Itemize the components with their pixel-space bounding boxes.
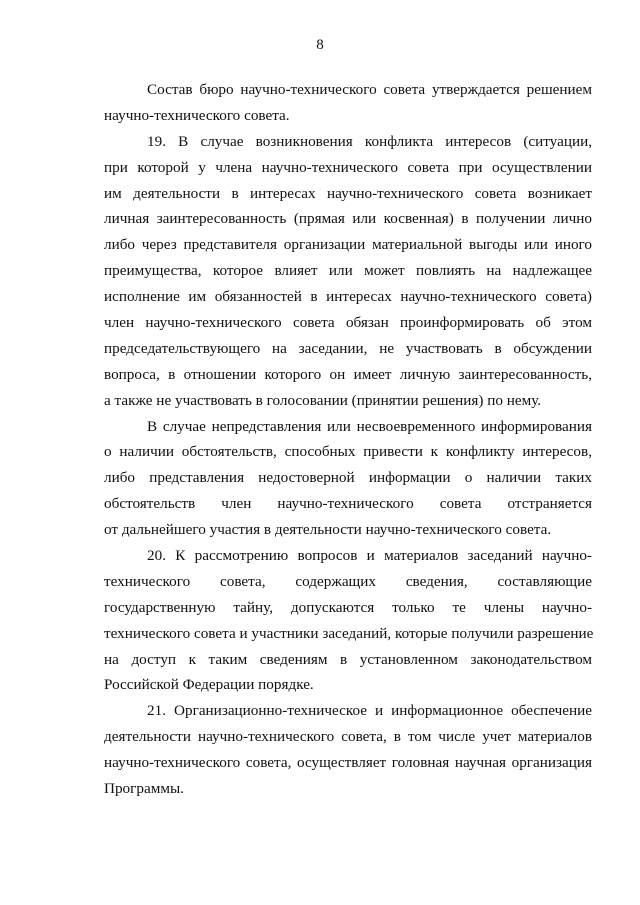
text-line: Российской Федерации порядке. bbox=[104, 676, 314, 694]
text-line: обстоятельств член научно-технического совета отстраняется bbox=[104, 495, 592, 513]
text-line: член научно-технического совета обязан проинформировать об этом bbox=[104, 314, 592, 332]
text-line: либо через представителя организации материальной выгоды или иного bbox=[104, 236, 592, 254]
text-line: либо представления недостоверной информации о наличии таких bbox=[104, 469, 592, 487]
text-line: технического совета и участники заседаний, которые получили разрешение bbox=[104, 624, 594, 642]
paragraph bbox=[104, 543, 592, 698]
text-line: от дальнейшего участия в деятельности научно-технического совета. bbox=[104, 521, 552, 539]
text-line: 20. К рассмотрению вопросов и материалов заседаний научно- bbox=[147, 547, 592, 565]
text-line: 21. Организационно-техническое и информационное обеспечение bbox=[147, 702, 592, 720]
text-line: научно-технического совета, осуществляет головная научная организация bbox=[104, 754, 592, 772]
text-line: научно-технического совета. bbox=[104, 106, 290, 124]
paragraph bbox=[104, 698, 592, 802]
text-line: исполнение им обязанностей в интересах научно-технического совета) bbox=[104, 288, 592, 306]
page-number: 8 bbox=[316, 37, 324, 53]
paragraph bbox=[104, 414, 592, 543]
text-line: технического совета, содержащих сведения, составляющие bbox=[104, 572, 592, 590]
text-line: председательствующего на заседании, не участвовать в обсуждении bbox=[104, 339, 592, 357]
text-line: а также не участвовать в голосовании (принятии решения) по нему. bbox=[104, 391, 542, 409]
paragraph bbox=[104, 77, 592, 129]
text-line: Программы. bbox=[104, 780, 184, 798]
text-line: деятельности научно-технического совета, в том числе учет материалов bbox=[104, 728, 592, 746]
paragraph bbox=[104, 129, 592, 414]
text-line: личная заинтересованность (прямая или косвенная) в получении лично bbox=[104, 210, 592, 228]
text-line: при которой у члена научно-технического совета при осуществлении bbox=[104, 158, 592, 176]
text-line: 19. В случае возникновения конфликта интересов (ситуации, bbox=[147, 132, 592, 150]
text-line: В случае непредставления или несвоевременного информирования bbox=[147, 417, 592, 435]
text-line: государственную тайну, допускаются только те члены научно- bbox=[104, 598, 592, 616]
text-line: преимущества, которое влияет или может повлиять на надлежащее bbox=[104, 262, 592, 280]
document-body bbox=[104, 77, 592, 802]
text-line: Состав бюро научно-технического совета утверждается решением bbox=[147, 81, 592, 98]
text-line: о наличии обстоятельств, способных привести к конфликту интересов, bbox=[104, 443, 592, 461]
text-line: на доступ к таким сведениям в установленном законодательством bbox=[104, 650, 592, 668]
text-line: им деятельности в интересах научно-технического совета возникает bbox=[104, 184, 592, 202]
text-line: вопроса, в отношении которого он имеет личную заинтересованность, bbox=[104, 365, 592, 383]
